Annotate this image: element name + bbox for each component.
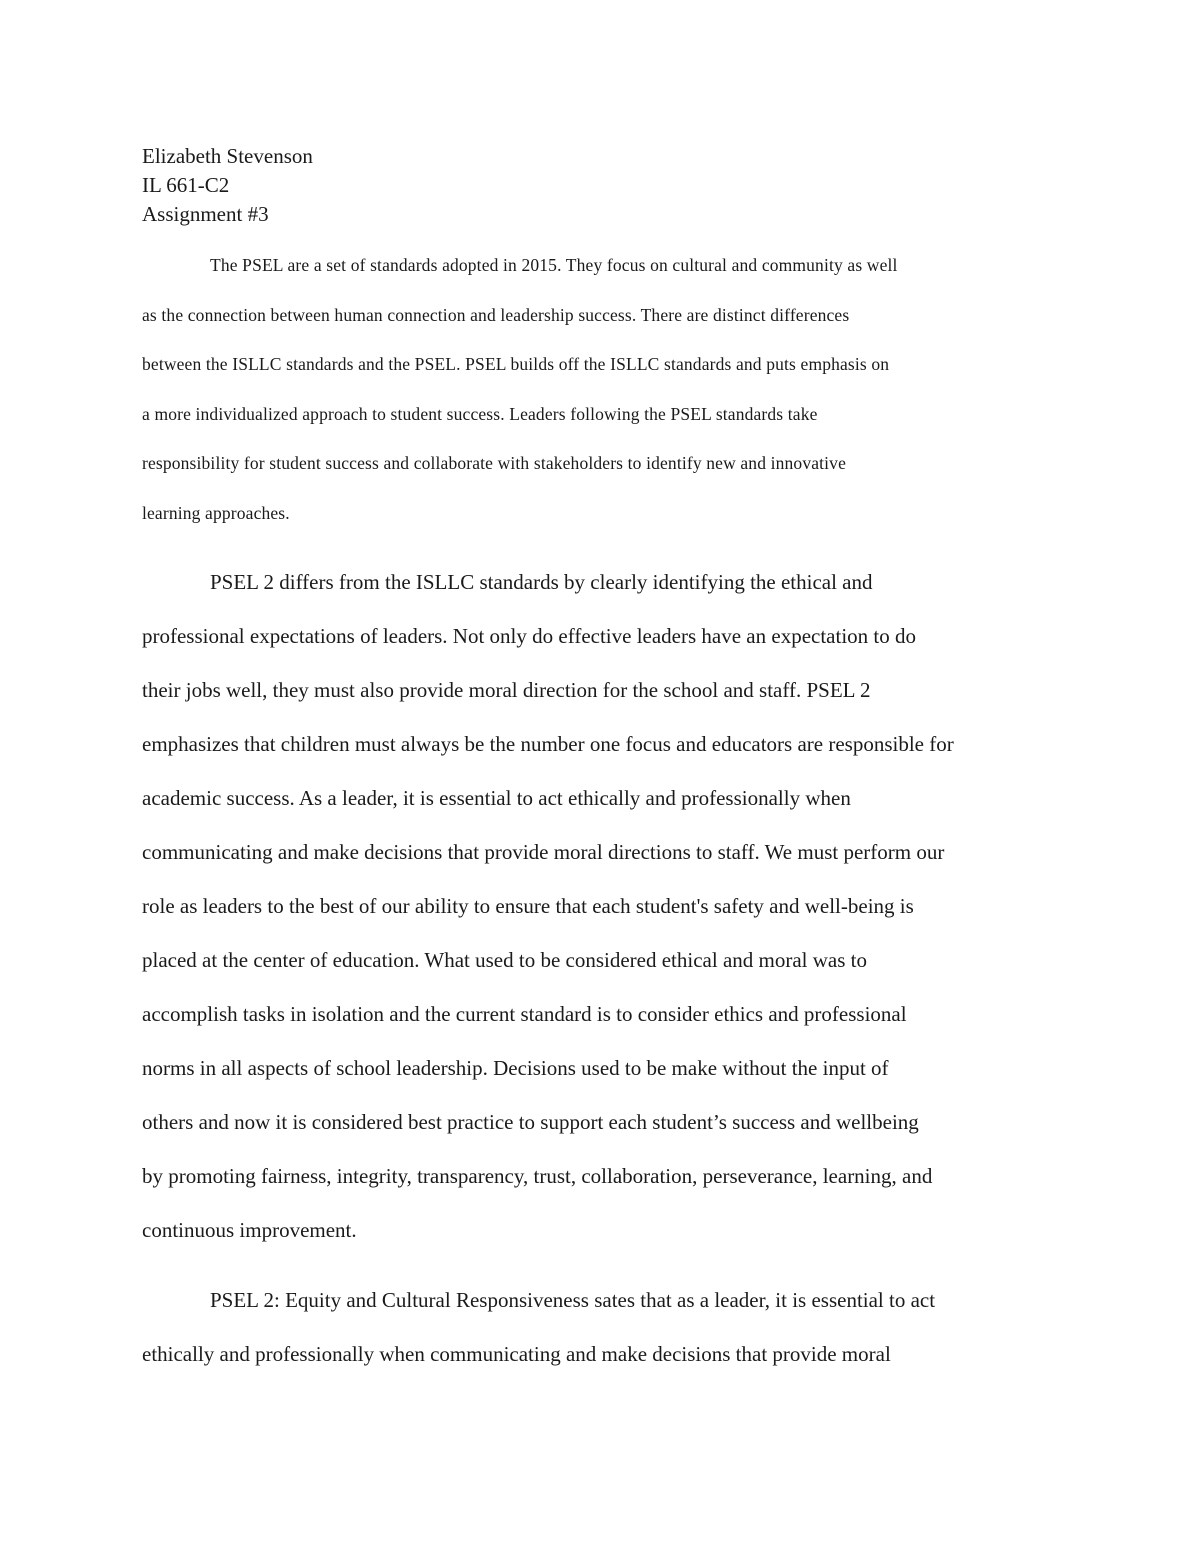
paragraph-line: their jobs well, they must also provide moral direction for the school and staff. PSEL 2 [142, 678, 871, 702]
paragraph-line: The PSEL are a set of standards adopted in 2015. They focus on cultural and community as well [210, 255, 898, 275]
paragraph-line: role as leaders to the best of our ability to ensure that each student's safety and well-being is [142, 894, 914, 918]
paragraph-line: ethically and professionally when communicating and make decisions that provide moral [142, 1342, 891, 1366]
paragraph-line: others and now it is considered best practice to support each student’s success and wellbeing [142, 1110, 919, 1134]
paragraph-line: by promoting fairness, integrity, transparency, trust, collaboration, perseverance, learning, and [142, 1164, 933, 1188]
paragraph-line: emphasizes that children must always be the number one focus and educators are responsible for [142, 732, 954, 756]
paragraph-line: communicating and make decisions that provide moral directions to staff. We must perform our [142, 840, 945, 864]
paragraph-line: accomplish tasks in isolation and the current standard is to consider ethics and professional [142, 1002, 907, 1026]
course-code: IL 661-C2 [142, 173, 230, 197]
paragraph-line: professional expectations of leaders. Not only do effective leaders have an expectation to do [142, 624, 916, 648]
paragraph-line: as the connection between human connection and leadership success. There are distinct differences [142, 304, 850, 325]
paragraph-line: academic success. As a leader, it is essential to act ethically and professionally when [142, 786, 851, 810]
paragraph-line: PSEL 2: Equity and Cultural Responsiveness sates that as a leader, it is essential to act [210, 1288, 936, 1312]
paragraph-line: between the ISLLC standards and the PSEL. PSEL builds off the ISLLC standards and puts emphasis on [142, 354, 890, 374]
paragraph-line: continuous improvement. [142, 1218, 357, 1242]
paragraph-psel2-equity [142, 1273, 1060, 1381]
paragraph-line: norms in all aspects of school leadership. Decisions used to be make without the input of [142, 1056, 889, 1080]
paragraph-intro [142, 241, 1060, 538]
paragraph-psel2-differences [142, 555, 1060, 1257]
paragraph-line: placed at the center of education. What used to be considered ethical and moral was to [142, 948, 867, 972]
paragraph-line: responsibility for student success and collaborate with stakeholders to identify new and innovative [142, 453, 846, 473]
document-header [142, 142, 313, 229]
author-name: Elizabeth Stevenson [142, 144, 313, 168]
paragraph-line: learning approaches. [142, 502, 290, 523]
assignment-title: Assignment #3 [142, 202, 269, 226]
paragraph-line: PSEL 2 differs from the ISLLC standards by clearly identifying the ethical and [210, 570, 873, 594]
paragraph-line: a more individualized approach to student success. Leaders following the PSEL standards take [142, 403, 818, 424]
